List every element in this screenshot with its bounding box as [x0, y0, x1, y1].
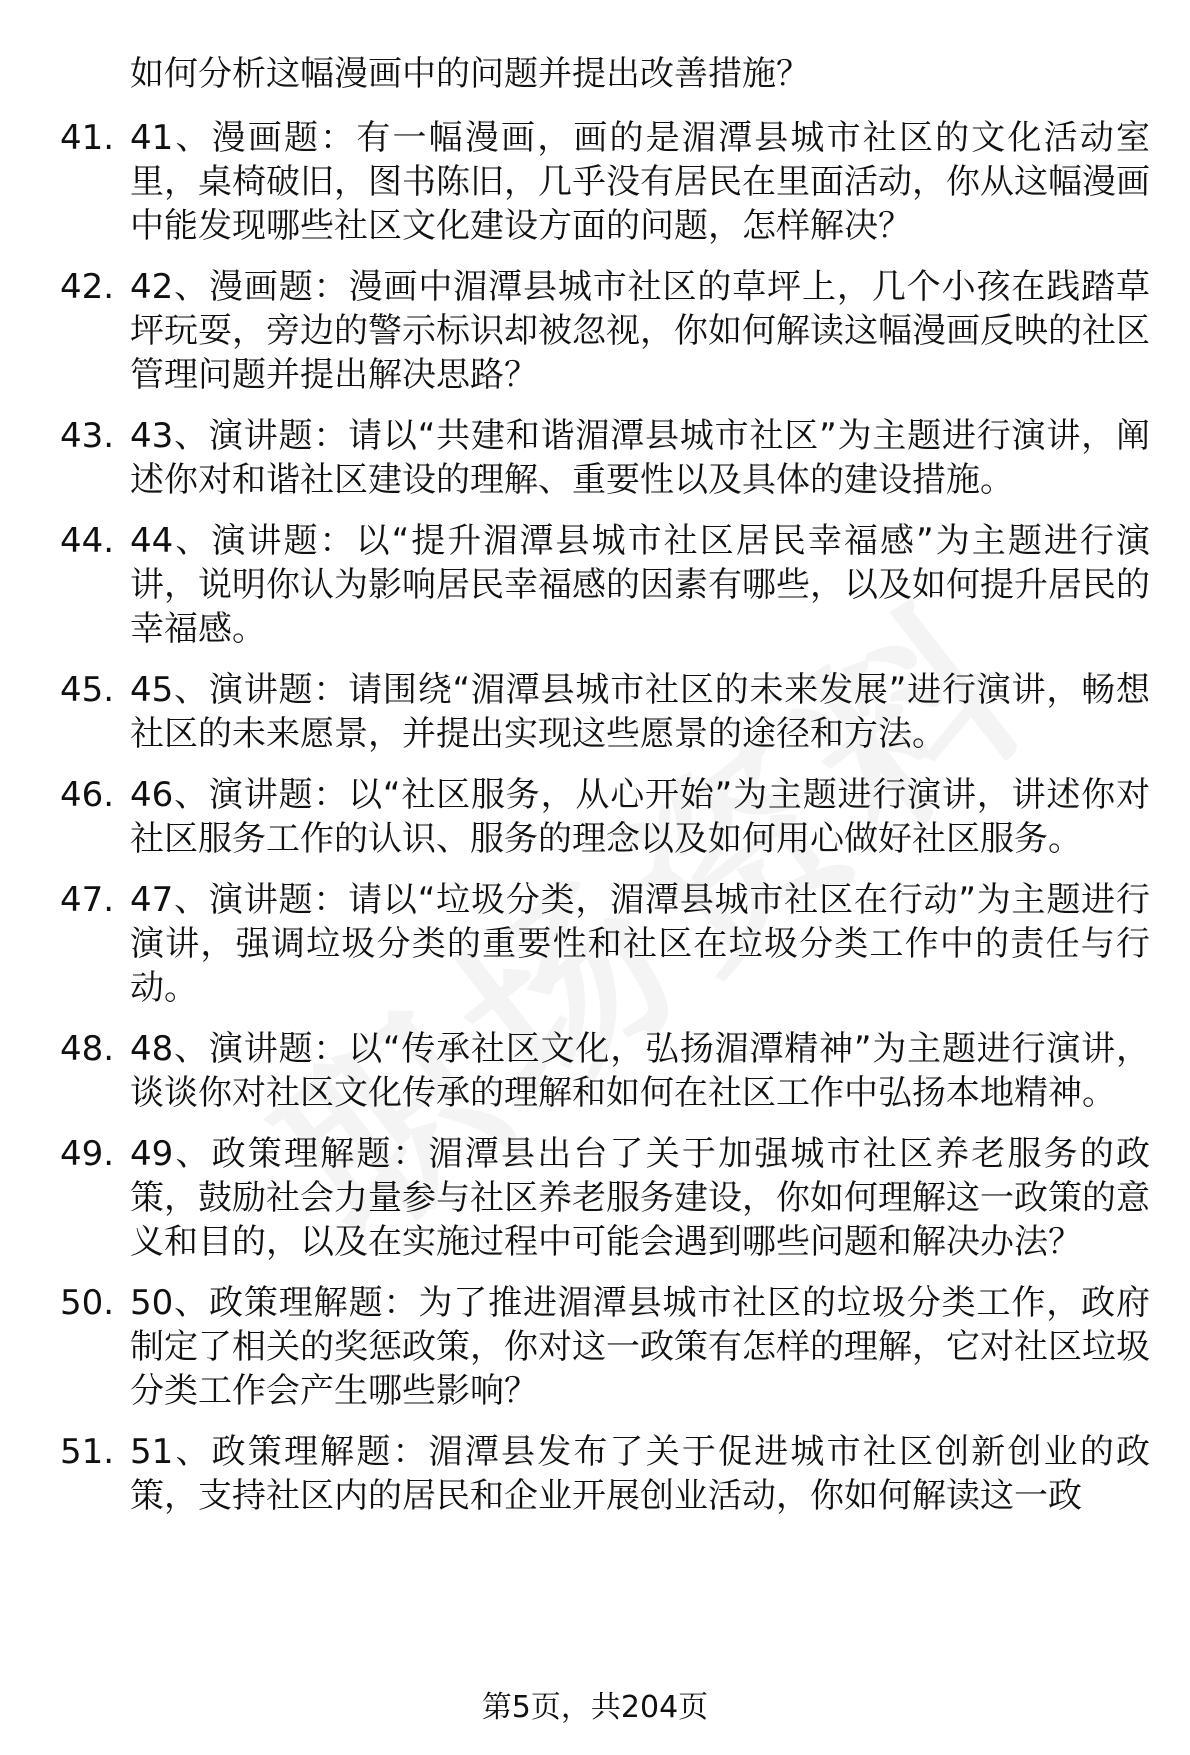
list-item [60, 519, 1150, 651]
item-text: 47、演讲题：请以“垃圾分类，湄潭县城市社区在行动”为主题进行演讲，强调垃圾分类的重要性和社区在垃圾分类工作中的责任与行动。 [130, 880, 1150, 1008]
item-number: 42. [60, 267, 115, 307]
list-item [60, 265, 1150, 397]
list-item [60, 668, 1150, 756]
item-text: 50、政策理解题：为了推进湄潭县城市社区的垃圾分类工作，政府制定了相关的奖惩政策，你对这一政策有怎样的理解，它对社区垃圾分类工作会产生哪些影响？ [130, 1283, 1150, 1411]
list-item [60, 878, 1150, 1010]
list-item [60, 414, 1150, 502]
item-text: 48、演讲题：以“传承社区文化，弘扬湄潭精神”为主题进行演讲，谈谈你对社区文化传承的理解和如何在社区工作中弘扬本地精神。 [130, 1029, 1150, 1113]
item-text: 41、漫画题：有一幅漫画，画的是湄潭县城市社区的文化活动室里，桌椅破旧，图书陈旧，几乎没有居民在里面活动，你从这幅漫画中能发现哪些社区文化建设方面的问题，怎样解决？ [130, 118, 1150, 246]
item-text: 46、演讲题：以“社区服务，从心开始”为主题进行演讲，讲述你对社区服务工作的认识、服务的理念以及如何用心做好社区服务。 [130, 775, 1150, 859]
item-number: 49. [60, 1134, 115, 1174]
item-text: 49、政策理解题：湄潭县出台了关于加强城市社区养老服务的政策，鼓励社会力量参与社区养老服务建设，你如何理解这一政策的意义和目的，以及在实施过程中可能会遇到哪些问题和解决办法？ [130, 1134, 1150, 1262]
item-number: 46. [60, 775, 115, 815]
page-number-footer: 第5页，共204页 [481, 1690, 709, 1725]
item-number: 45. [60, 670, 115, 710]
list-item [60, 1027, 1150, 1115]
item-text: 43、演讲题：请以“共建和谐湄潭县城市社区”为主题进行演讲，阐述你对和谐社区建设的理解、重要性以及具体的建设措施。 [130, 416, 1150, 500]
list-item [60, 1281, 1150, 1413]
item-number: 48. [60, 1029, 115, 1069]
item-number: 47. [60, 880, 115, 920]
item-number: 43. [60, 416, 115, 456]
item-number: 51. [60, 1432, 115, 1472]
list-item [60, 1132, 1150, 1264]
question-list [60, 52, 1150, 1535]
list-item [60, 116, 1150, 248]
item-number: 50. [60, 1283, 115, 1323]
list-item [60, 1430, 1150, 1518]
item-text: 42、漫画题：漫画中湄潭县城市社区的草坪上，几个小孩在践踏草坪玩耍，旁边的警示标识却被忽视，你如何解读这幅漫画反映的社区管理问题并提出解决思路？ [130, 267, 1150, 395]
item-text: 45、演讲题：请围绕“湄潭县城市社区的未来发展”进行演讲，畅想社区的未来愿景，并提出实现这些愿景的途径和方法。 [130, 670, 1150, 754]
continued-question-text: 如何分析这幅漫画中的问题并提出改善措施？ [130, 54, 810, 94]
list-item [60, 773, 1150, 861]
item-number: 41. [60, 118, 115, 158]
item-text: 44、演讲题：以“提升湄潭县城市社区居民幸福感”为主题进行演讲，说明你认为影响居民幸福感的因素有哪些，以及如何提升居民的幸福感。 [130, 521, 1150, 649]
item-number: 44. [60, 521, 115, 561]
item-text: 51、政策理解题：湄潭县发布了关于促进城市社区创新创业的政策，支持社区内的居民和企业开展创业活动，你如何解读这一政 [130, 1432, 1150, 1516]
